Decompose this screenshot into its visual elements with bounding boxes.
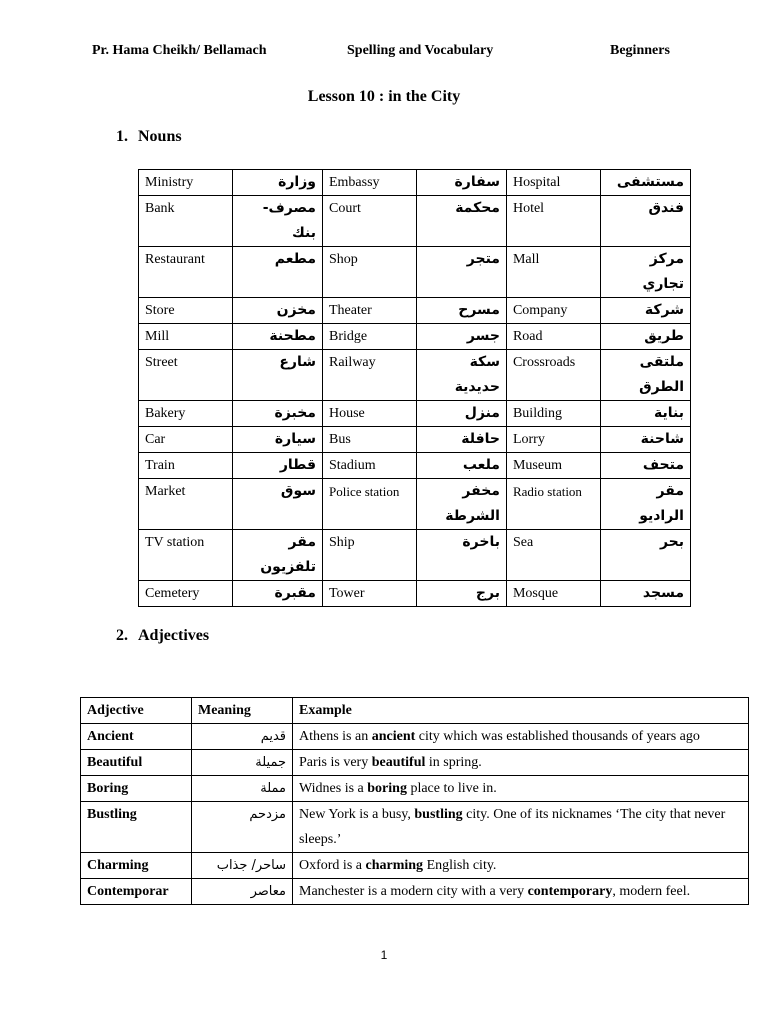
noun-english-cell: Radio station (506, 479, 600, 530)
noun-arabic-cell: مركز تجاري (600, 247, 690, 298)
noun-arabic-cell: مسجد (600, 581, 690, 607)
noun-english-cell: Court (322, 196, 416, 247)
noun-arabic-cell: مطحنة (233, 324, 323, 350)
meaning-cell: مزدحم (192, 802, 293, 853)
noun-arabic-cell: مخزن (233, 298, 323, 324)
noun-arabic-cell: شارع (233, 350, 323, 401)
adjective-cell: Contemporar (81, 879, 192, 905)
noun-row (139, 581, 691, 607)
example-cell (293, 750, 749, 776)
noun-english-cell: Railway (322, 350, 416, 401)
example-cell (293, 853, 749, 879)
example-text: , modern feel. (612, 884, 691, 899)
noun-arabic-cell: قطار (233, 453, 323, 479)
noun-english-cell: Train (139, 453, 233, 479)
noun-arabic-cell: مقر الراديو (600, 479, 690, 530)
example-text: Widnes is a (299, 781, 368, 796)
noun-arabic-cell: شركة (600, 298, 690, 324)
noun-arabic-cell: متجر (417, 247, 507, 298)
adjectives-header-row (81, 698, 749, 724)
noun-english-cell: Ship (322, 530, 416, 581)
noun-english-cell: Hotel (506, 196, 600, 247)
header-meaning: Meaning (192, 698, 293, 724)
noun-arabic-cell: محكمة (417, 196, 507, 247)
noun-row (139, 427, 691, 453)
noun-arabic-cell: مخبزة (233, 401, 323, 427)
noun-english-cell: Car (139, 427, 233, 453)
example-text: city which was established thousands of years ago (415, 729, 700, 744)
section-number: 1. (116, 128, 128, 145)
noun-english-cell: Ministry (139, 170, 233, 196)
header-subject: Spelling and Vocabulary (347, 43, 494, 58)
example-cell (293, 802, 749, 853)
noun-english-cell: Crossroads (506, 350, 600, 401)
noun-english-cell: Lorry (506, 427, 600, 453)
noun-arabic-cell: ملتقى الطرق (600, 350, 690, 401)
example-cell (293, 879, 749, 905)
adjectives-table (80, 697, 749, 905)
section-nouns-heading (116, 128, 182, 146)
example-highlight: charming (365, 858, 424, 873)
noun-english-cell: Store (139, 298, 233, 324)
noun-english-cell: Market (139, 479, 233, 530)
adjective-row (81, 776, 749, 802)
noun-english-cell: Road (506, 324, 600, 350)
example-highlight: bustling (414, 807, 463, 822)
header-adjective: Adjective (81, 698, 192, 724)
noun-row (139, 196, 691, 247)
example-cell (293, 724, 749, 750)
noun-arabic-cell: مقر تلفزيون (233, 530, 323, 581)
noun-english-cell: Company (506, 298, 600, 324)
noun-english-cell: Street (139, 350, 233, 401)
example-text: English city. (423, 858, 497, 873)
noun-english-cell: Sea (506, 530, 600, 581)
noun-english-cell: Bakery (139, 401, 233, 427)
meaning-cell: ساحر/ جذاب (192, 853, 293, 879)
adjective-cell: Beautiful (81, 750, 192, 776)
adjective-cell: Bustling (81, 802, 192, 853)
example-text: Paris is very (299, 755, 372, 770)
header-level: Beginners (610, 43, 670, 58)
noun-row (139, 530, 691, 581)
noun-arabic-cell: سوق (233, 479, 323, 530)
section-number: 2. (116, 627, 128, 644)
noun-arabic-cell: سكة حديدية (417, 350, 507, 401)
noun-english-cell: Embassy (322, 170, 416, 196)
nouns-table (138, 169, 691, 607)
noun-english-cell: Cemetery (139, 581, 233, 607)
header-author: Pr. Hama Cheikh/ Bellamach (92, 43, 267, 58)
example-text: Manchester is a modern city with a very (299, 884, 528, 899)
adjective-row (81, 879, 749, 905)
example-highlight: contemporary (527, 884, 613, 899)
adjective-row (81, 750, 749, 776)
example-text: place to live in. (406, 781, 497, 796)
noun-english-cell: Mall (506, 247, 600, 298)
section-title: Adjectives (138, 627, 210, 644)
noun-row (139, 401, 691, 427)
noun-english-cell: Restaurant (139, 247, 233, 298)
noun-english-cell: TV station (139, 530, 233, 581)
noun-row (139, 324, 691, 350)
noun-english-cell: Bank (139, 196, 233, 247)
noun-english-cell: Stadium (322, 453, 416, 479)
meaning-cell: معاصر (192, 879, 293, 905)
noun-english-cell: Bus (322, 427, 416, 453)
example-highlight: boring (367, 781, 407, 796)
meaning-cell: قديم (192, 724, 293, 750)
noun-arabic-cell: مستشفى (600, 170, 690, 196)
section-title: Nouns (138, 128, 182, 145)
adjective-row (81, 724, 749, 750)
noun-row (139, 247, 691, 298)
noun-arabic-cell: حافلة (417, 427, 507, 453)
noun-row (139, 350, 691, 401)
noun-arabic-cell: طريق (600, 324, 690, 350)
noun-row (139, 298, 691, 324)
noun-english-cell: Mill (139, 324, 233, 350)
example-text: in spring. (425, 755, 482, 770)
noun-arabic-cell: وزارة (233, 170, 323, 196)
noun-row (139, 170, 691, 196)
noun-arabic-cell: مسرح (417, 298, 507, 324)
adjective-cell: Charming (81, 853, 192, 879)
noun-english-cell: Hospital (506, 170, 600, 196)
example-highlight: ancient (371, 729, 416, 744)
adjective-row (81, 853, 749, 879)
page-number: 1 (380, 948, 388, 962)
noun-arabic-cell: برج (417, 581, 507, 607)
noun-row (139, 479, 691, 530)
noun-arabic-cell: جسر (417, 324, 507, 350)
noun-arabic-cell: مخفر الشرطة (417, 479, 507, 530)
noun-english-cell: Shop (322, 247, 416, 298)
section-adjectives-heading (116, 627, 209, 645)
adjective-cell: Boring (81, 776, 192, 802)
header-example: Example (293, 698, 749, 724)
adjective-cell: Ancient (81, 724, 192, 750)
noun-arabic-cell: سيارة (233, 427, 323, 453)
noun-arabic-cell: سفارة (417, 170, 507, 196)
noun-arabic-cell: بحر (600, 530, 690, 581)
noun-row (139, 453, 691, 479)
noun-arabic-cell: منزل (417, 401, 507, 427)
meaning-cell: جميلة (192, 750, 293, 776)
noun-arabic-cell: مطعم (233, 247, 323, 298)
noun-arabic-cell: مقبرة (233, 581, 323, 607)
noun-arabic-cell: باخرة (417, 530, 507, 581)
noun-arabic-cell: بناية (600, 401, 690, 427)
noun-arabic-cell: مصرف- بنك (233, 196, 323, 247)
noun-english-cell: Museum (506, 453, 600, 479)
noun-english-cell: Mosque (506, 581, 600, 607)
noun-english-cell: Building (506, 401, 600, 427)
example-text: Athens is an (299, 729, 372, 744)
noun-english-cell: Bridge (322, 324, 416, 350)
lesson-title: Lesson 10 : in the City (307, 88, 461, 105)
noun-arabic-cell: شاحنة (600, 427, 690, 453)
noun-english-cell: House (322, 401, 416, 427)
noun-english-cell: Police station (322, 479, 416, 530)
noun-english-cell: Theater (322, 298, 416, 324)
noun-english-cell: Tower (322, 581, 416, 607)
example-text: Oxford is a (299, 858, 366, 873)
example-cell (293, 776, 749, 802)
example-text: New York is a busy, (299, 807, 415, 822)
noun-arabic-cell: فندق (600, 196, 690, 247)
adjective-row (81, 802, 749, 853)
example-highlight: beautiful (371, 755, 426, 770)
meaning-cell: مملة (192, 776, 293, 802)
noun-arabic-cell: ملعب (417, 453, 507, 479)
example-text: city. One of its nicknames ‘The city that never sleeps.’ (299, 807, 726, 847)
noun-arabic-cell: متحف (600, 453, 690, 479)
